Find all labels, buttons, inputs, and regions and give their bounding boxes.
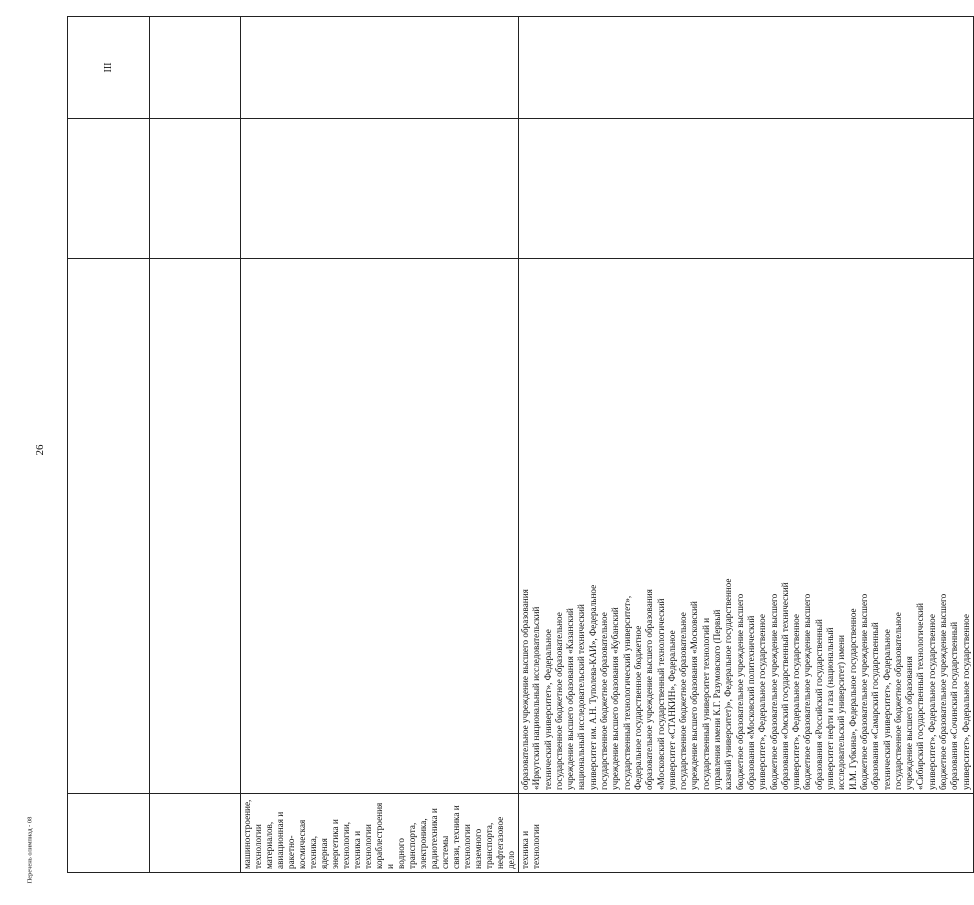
text-line: космическая техника, bbox=[297, 819, 318, 869]
text-line: кораблестроения и bbox=[374, 802, 395, 869]
text-line: технологии, техника и bbox=[341, 821, 362, 869]
rotated-table-wrapper bbox=[67, 17, 971, 873]
olympiad-table bbox=[67, 16, 974, 873]
text-line: университет им. А.Н. Туполева-КАИ», Федеральное bbox=[587, 584, 598, 790]
text-line: радиотехника и системы bbox=[429, 808, 450, 869]
text-line: государственный университет технологий и bbox=[700, 617, 711, 790]
empty-cell bbox=[519, 119, 974, 259]
page-number: 26 bbox=[34, 444, 46, 456]
text-line: управления имени К.Г. Разумовского (Первый bbox=[712, 609, 723, 790]
text-line: национальный исследовательский технический bbox=[576, 604, 587, 790]
text-line: бюджетное образовательное учреждение высшего bbox=[937, 593, 948, 790]
text-line: транспорта, bbox=[484, 822, 494, 869]
text-line: университет», Федеральное государственное bbox=[791, 614, 802, 790]
text-line: университет нефти и газа (национальный bbox=[825, 627, 836, 790]
table-row bbox=[519, 17, 974, 873]
empty-cell bbox=[241, 259, 519, 794]
text-line: учреждение высшего образования «Казанский bbox=[565, 608, 576, 790]
text-line: образования «Омский государственный технический bbox=[779, 582, 790, 790]
text-line: технологии материалов, bbox=[253, 821, 274, 869]
text-line: университет», Федеральное государственное bbox=[926, 614, 937, 790]
text-line: образования «Сочинский государственный bbox=[949, 621, 960, 790]
profile-text: техника и технологии bbox=[520, 824, 542, 869]
text-line: учреждение высшего образования bbox=[904, 656, 915, 790]
text-line: учреждение высшего образования «Московский bbox=[689, 601, 700, 790]
text-line: «Сибирский государственный технологический bbox=[915, 603, 926, 790]
empty-cell bbox=[68, 119, 150, 259]
empty-cell bbox=[150, 17, 241, 119]
text-line: образования «Самарский государственный bbox=[870, 622, 881, 790]
text-line: образовательное учреждение высшего образования bbox=[520, 589, 530, 790]
text-line: образования «Российский государственный bbox=[813, 619, 824, 790]
text-line: бюджетное образовательное учреждение высшего bbox=[768, 593, 779, 790]
text-line: учреждение высшего образования «Кубанский bbox=[610, 607, 621, 790]
table-row bbox=[68, 17, 150, 873]
text-line: ядерная энергетика и bbox=[319, 819, 340, 869]
text-line: нефтегазовое дело bbox=[495, 816, 516, 869]
empty-cell bbox=[519, 17, 974, 119]
text-line: исследовательский университет) имени bbox=[836, 635, 847, 790]
footer-note: Перечень олимпиад - 08 bbox=[26, 816, 34, 884]
text-line: «Московский государственный технологический bbox=[655, 598, 666, 790]
text-line: государственное бюджетное образовательное bbox=[553, 612, 564, 790]
text-line: университет «СТАНКИН», Федеральное bbox=[666, 630, 677, 790]
text-line: авиационная и ракетно- bbox=[275, 811, 296, 869]
text-line: государственное бюджетное образовательное bbox=[678, 612, 689, 790]
text-line: бюджетное образовательное учреждение высшего bbox=[858, 593, 869, 790]
empty-cell bbox=[241, 17, 519, 119]
text-line: машиностроение, bbox=[242, 799, 252, 869]
empty-cell bbox=[241, 119, 519, 259]
empty-cell bbox=[150, 119, 241, 259]
text-line: технический университет», Федеральное bbox=[881, 629, 892, 790]
table-row bbox=[150, 17, 241, 873]
empty-cell bbox=[150, 259, 241, 794]
text-line: «Иркутский национальный исследовательский bbox=[531, 606, 542, 790]
table-row bbox=[241, 17, 519, 873]
empty-cell bbox=[150, 794, 241, 873]
text-line: образования «Московский политехнический bbox=[745, 615, 756, 790]
text-line: связи, техника и bbox=[451, 805, 461, 869]
text-line: казачий университет)», Федеральное государственное bbox=[723, 578, 734, 790]
empty-cell bbox=[68, 794, 150, 873]
directions-list bbox=[241, 794, 518, 872]
text-line: технологии bbox=[363, 824, 373, 869]
text-line: технологии наземного bbox=[462, 824, 483, 869]
empty-cell bbox=[68, 259, 150, 794]
text-line: университет», Федеральное государственное bbox=[960, 614, 971, 790]
text-line: университет», Федеральное государственное bbox=[757, 614, 768, 790]
organizers-list bbox=[519, 259, 973, 793]
text-line: водного транспорта, bbox=[396, 822, 417, 869]
text-line: бюджетное образовательное учреждение высшего bbox=[802, 593, 813, 790]
text-line: государственное бюджетное образовательное bbox=[599, 612, 610, 790]
organizers-cell bbox=[519, 259, 974, 794]
profile-cell bbox=[519, 794, 974, 873]
text-line: И.М. Губкина», Федеральное государственное bbox=[847, 608, 858, 790]
text-line: государственное бюджетное образовательное bbox=[892, 612, 903, 790]
directions-cell bbox=[241, 794, 519, 873]
text-line: бюджетное образовательное учреждение высшего bbox=[734, 593, 745, 790]
text-line: государственный технологический университет», bbox=[621, 595, 632, 790]
text-line: технический университет», Федеральное bbox=[542, 629, 553, 790]
level-cell: III bbox=[68, 17, 150, 119]
text-line: образовательное учреждение высшего образования bbox=[644, 589, 655, 790]
text-line: электроника, bbox=[418, 818, 428, 869]
text-line: Федеральное государственное бюджетное bbox=[632, 625, 643, 790]
